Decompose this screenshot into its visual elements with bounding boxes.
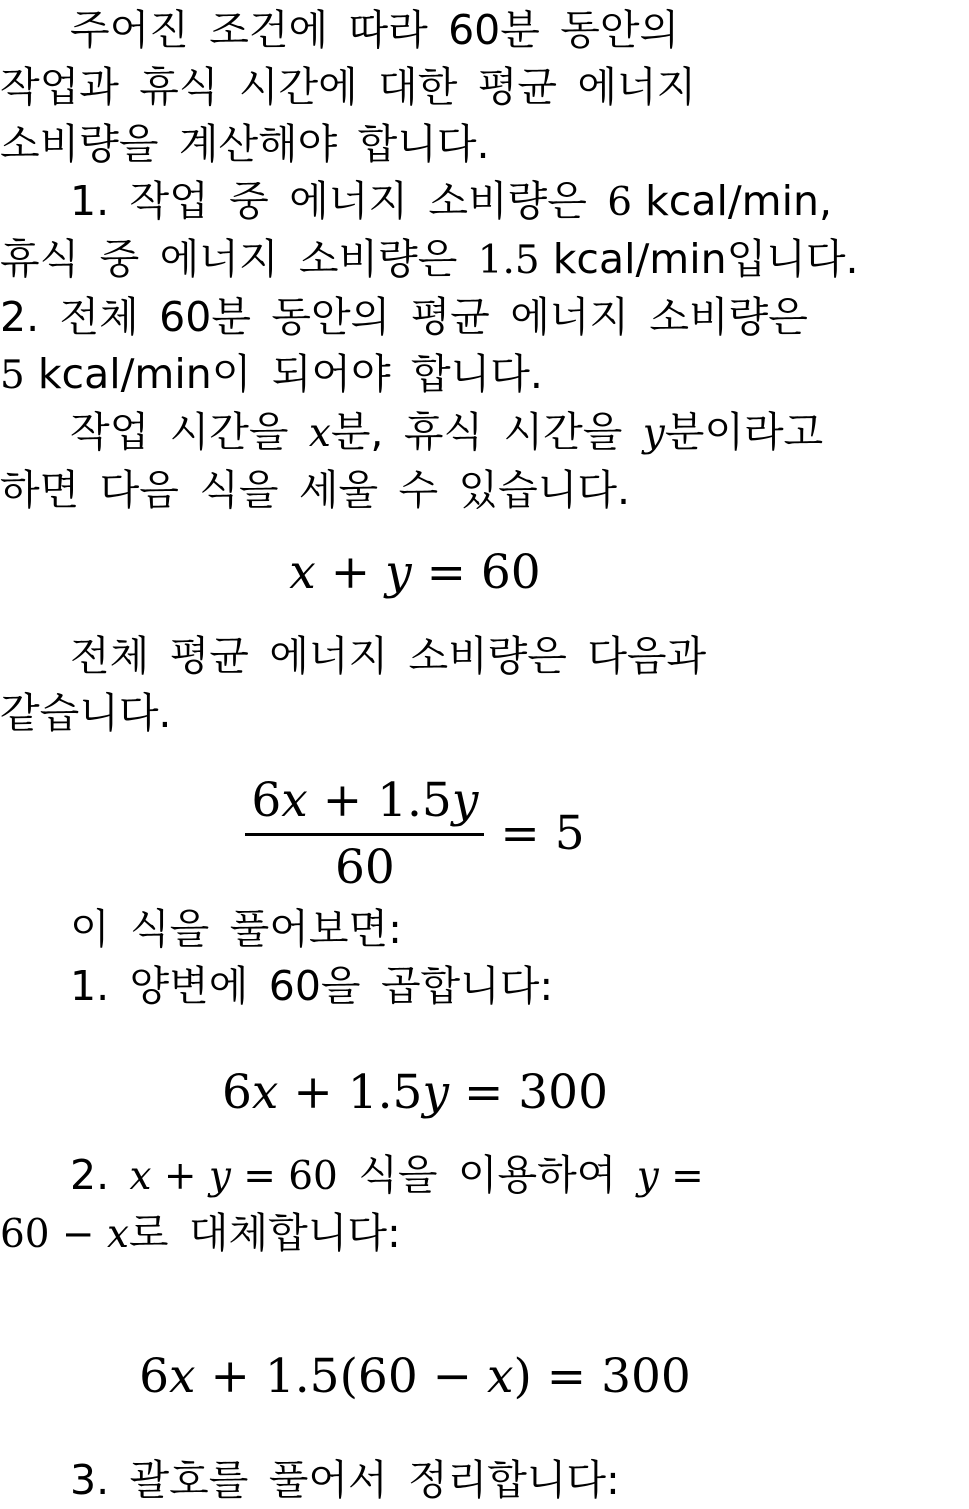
korean-text: 주어진 조건에 따라 60분 동안의	[70, 6, 680, 54]
math-number: 1.5	[347, 1064, 423, 1120]
math-operator: =	[449, 1064, 519, 1120]
math-operator: +	[307, 772, 378, 828]
korean-text: 분이라고	[664, 408, 824, 456]
text-line	[0, 1147, 969, 1205]
math-number: 300	[518, 1064, 608, 1120]
math-number: 6	[139, 1349, 170, 1405]
math-number: 60	[480, 545, 541, 600]
korean-text: 소비량을 계산해야 합니다.	[0, 120, 490, 168]
fraction-bar	[245, 833, 484, 836]
math-number: 300	[601, 1349, 691, 1405]
math-operator: +	[151, 1154, 209, 1200]
math-variable: x	[106, 1212, 129, 1258]
text-line	[0, 958, 969, 1015]
text-line	[0, 59, 969, 116]
math-operator: =	[411, 545, 481, 600]
math-number: 1.5	[477, 238, 540, 283]
math-variable: x	[289, 545, 316, 600]
math-operator: +	[195, 1349, 265, 1405]
math-variable: y	[451, 772, 479, 828]
korean-text: 3. 괄호를 풀어서 정리합니다:	[70, 1455, 620, 1504]
math-number: 6	[251, 772, 282, 828]
korean-text: 1. 작업 중 에너지 소비량은	[70, 177, 608, 225]
math-operator: ) =	[513, 1349, 602, 1405]
display-equation-substituted	[0, 1351, 830, 1404]
math-number: 5	[0, 353, 25, 398]
korean-text: 입니다.	[726, 235, 859, 283]
math-number: 60	[334, 839, 395, 895]
math-operator: =	[658, 1154, 704, 1200]
text-line	[0, 901, 969, 958]
math-operator: −	[417, 1349, 487, 1405]
math-variable: y	[422, 1064, 449, 1120]
korean-text: 작업 시간을	[70, 408, 309, 456]
math-number: 6	[222, 1064, 252, 1120]
unit-text: kcal/min	[539, 235, 727, 283]
fraction-numerator	[245, 774, 484, 828]
math-operator: −	[49, 1212, 107, 1258]
korean-text: 분, 휴식 시간을	[330, 408, 643, 456]
text-line	[0, 462, 969, 519]
display-equation-multiplied	[0, 1064, 830, 1120]
text-line	[0, 404, 969, 462]
math-number: 6	[607, 180, 633, 225]
text-line	[0, 628, 969, 685]
korean-text: 작업과 휴식 시간에 대한 평균 에너지	[0, 63, 697, 111]
fraction	[245, 774, 484, 895]
math-number: 1.5	[377, 772, 452, 828]
text-line	[0, 173, 969, 231]
math-variable: x	[251, 1064, 279, 1120]
text-line	[0, 289, 969, 346]
unit-text: kcal/min	[632, 177, 819, 225]
display-equation-sum	[0, 547, 830, 600]
korean-text: 식을 이용하여	[337, 1151, 637, 1200]
korean-text: 이 되어야 합니다.	[211, 350, 543, 398]
text-line	[0, 346, 969, 404]
text-line	[0, 1205, 969, 1263]
math-variable: y	[208, 1154, 231, 1200]
math-operator: +	[315, 545, 386, 600]
korean-text: 2.	[70, 1151, 130, 1200]
korean-text: ,	[819, 177, 833, 225]
korean-text: 2. 전체 60분 동안의 평균 에너지 소비량은	[0, 293, 808, 341]
display-equation-average	[0, 774, 830, 895]
math-operator: =	[500, 805, 555, 861]
korean-text: 로 대체합니다:	[128, 1209, 401, 1258]
math-variable: x	[129, 1154, 152, 1200]
korean-text: 이 식을 풀어보면:	[70, 904, 402, 953]
text-line	[0, 116, 969, 173]
text-line	[0, 2, 969, 59]
math-operator: =	[230, 1154, 289, 1200]
math-variable: x	[281, 772, 308, 828]
math-number: 60	[357, 1349, 418, 1405]
math-variable: x	[169, 1349, 196, 1405]
math-number: 1.5	[264, 1349, 340, 1405]
korean-text: 휴식 중 에너지 소비량은	[0, 235, 478, 283]
math-variable: y	[642, 411, 665, 456]
text-line	[0, 231, 969, 289]
korean-text: 하면 다음 식을 세울 수 있습니다.	[0, 466, 630, 514]
fraction-denominator	[329, 841, 401, 895]
math-number: 60	[0, 1212, 50, 1258]
text-line	[0, 685, 969, 742]
math-variable: y	[636, 1154, 659, 1200]
unit-text: kcal/min	[24, 350, 212, 398]
math-operator: +	[278, 1064, 348, 1120]
math-variable: y	[385, 545, 412, 600]
math-number: 5	[554, 805, 585, 861]
math-variable: x	[308, 411, 331, 456]
korean-text: 같습니다.	[0, 688, 172, 737]
korean-text: 전체 평균 에너지 소비량은 다음과	[70, 631, 707, 680]
fraction-rhs	[500, 805, 585, 861]
math-operator: (	[339, 1349, 358, 1405]
korean-text: 1. 양변에 60을 곱합니다:	[70, 961, 554, 1010]
math-variable: x	[487, 1349, 514, 1405]
math-number: 60	[288, 1154, 338, 1200]
text-line	[0, 1452, 969, 1509]
